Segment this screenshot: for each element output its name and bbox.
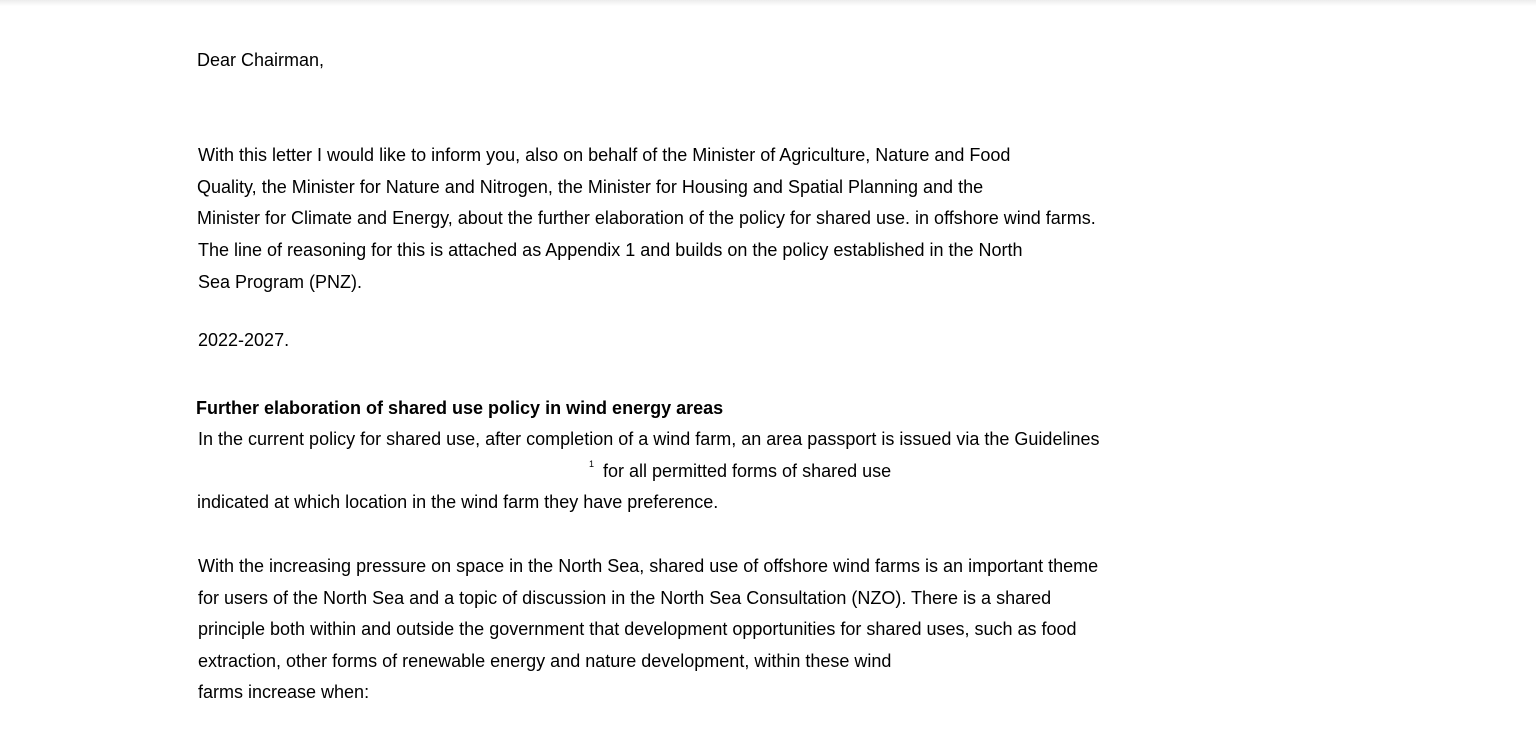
pressure-line-5: farms increase when:	[198, 682, 370, 702]
pressure-line-1: With the increasing pressure on space in the North Sea, shared use of offshore wind farms is an important theme	[198, 556, 1099, 576]
section-line-1: In the current policy for shared use, after completion of a wind farm, an area passport is issued via the Guidelines	[198, 429, 1100, 449]
pressure-line-3: principle both within and outside the government that development opportunities for shared uses, such as food	[198, 619, 1077, 639]
intro-line-1: With this letter I would like to inform you, also on behalf of the Minister of Agriculture, Nature and Food	[198, 145, 1011, 165]
pressure-line-4: extraction, other forms of renewable energy and nature development, within these wind	[198, 651, 892, 671]
section-heading: Further elaboration of shared use policy in wind energy areas	[196, 398, 724, 418]
intro-line-5: Sea Program (PNZ).	[198, 272, 363, 292]
intro-line-4: The line of reasoning for this is attached as Appendix 1 and builds on the policy established in the North	[198, 240, 1023, 260]
footnote-reference: 1	[589, 459, 595, 469]
section-line-3: indicated at which location in the wind farm they have preference.	[197, 492, 719, 512]
years-line: 2022-2027.	[198, 330, 290, 350]
intro-line-2: Quality, the Minister for Nature and Nitrogen, the Minister for Housing and Spatial Planning and the	[197, 177, 984, 197]
salutation: Dear Chairman,	[197, 50, 325, 70]
pressure-line-2: for users of the North Sea and a topic of discussion in the North Sea Consultation (NZO). There is a shared	[198, 588, 1052, 608]
section-line-2: for all permitted forms of shared use	[603, 461, 892, 481]
intro-line-3: Minister for Climate and Energy, about the further elaboration of the policy for shared use. in offshore wind farms.	[197, 208, 1096, 228]
